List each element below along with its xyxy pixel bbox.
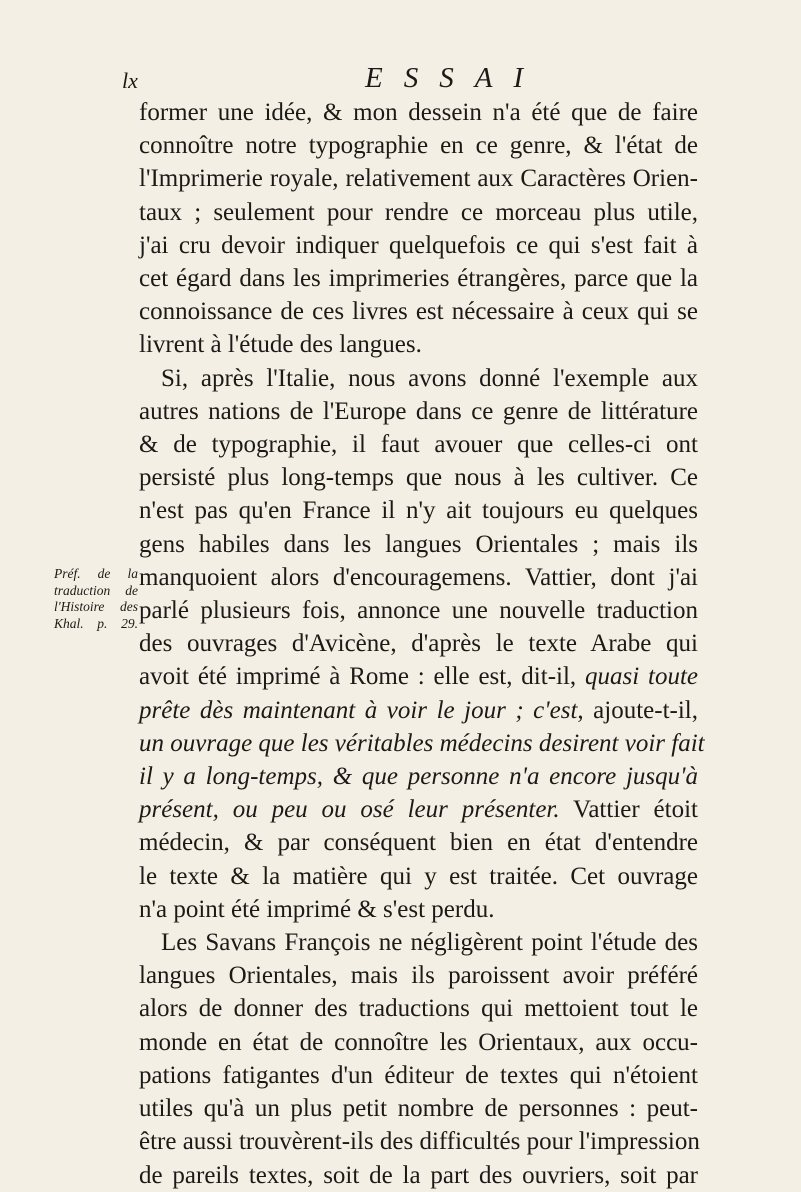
text-line: gens habiles dans les langues Orientales ; mais ils [139, 530, 698, 558]
page-number: lx [122, 68, 138, 93]
roman-segment: , ajoute-t-il, [577, 696, 698, 724]
text-line: & de typographie, il faut avouer que celles-ci ont [139, 431, 698, 459]
running-title: ESSAI [365, 62, 545, 94]
italic-segment: présent, ou peu ou osé leur présenter. [139, 796, 560, 824]
text-line: n'est pas qu'en France il n'y ait toujours eu quelques [139, 497, 698, 525]
text-line: persisté plus long-temps que nous à les cultiver. Ce [139, 464, 698, 492]
text-line: connoissance de ces livres est nécessaire à ceux qui se [139, 298, 698, 326]
text-line: Si, après l'Italie, nous avons donné l'exemple aux [161, 364, 698, 392]
text-line: médecin, & par conséquent bien en état d'entendre [139, 829, 698, 857]
text-line [139, 660, 698, 693]
text-line: un ouvrage que les véritables médecins desirent voir fait [139, 729, 705, 757]
margin-note-line: l'Histoire des [54, 599, 138, 615]
body-text [139, 96, 705, 1192]
text-line [139, 793, 698, 826]
text-line: n'a point été imprimé & s'est perdu. [139, 895, 495, 923]
text-line: livrent à l'étude des langues. [139, 331, 422, 359]
roman-segment: Vattier étoit [559, 796, 698, 824]
text-line: de pareils textes, soit de la part des ouvriers, soit par [139, 1161, 698, 1189]
italic-segment: quasi toute [585, 663, 698, 691]
text-line: j'ai cru devoir indiquer quelquefois ce qui s'est fait à [139, 231, 698, 259]
text-line: pations fatigantes d'un éditeur de textes qui n'étoient [139, 1061, 698, 1089]
margin-note-line: Préf. de la [54, 566, 138, 581]
text-line: le texte & la matière qui y est traitée. Cet ouvrage [139, 862, 698, 890]
text-line: des ouvrages d'Avicène, d'après le texte Arabe qui [139, 630, 698, 658]
text-line: former une idée, & mon dessein n'a été que de faire [139, 99, 698, 126]
margin-note-line: traduction de [54, 582, 138, 598]
text-line: autres nations de l'Europe dans ce genre de littérature [139, 397, 698, 425]
text-line: il y a long-temps, & que personne n'a encore jusqu'à [139, 763, 698, 791]
text-line: l'Imprimerie royale, relativement aux Caractères Orien- [139, 165, 698, 193]
text-line: alors de donner des traductions qui mettoient tout le [139, 995, 698, 1023]
text-line: langues Orientales, mais ils paroissent avoir préféré [139, 962, 698, 990]
margin-note [54, 566, 138, 632]
text-line: parlé plusieurs fois, annonce une nouvelle traduction [139, 597, 698, 625]
margin-note-line: Khal. p. 29. [54, 615, 138, 631]
italic-segment: prête dès maintenant à voir le jour ; c'est [139, 696, 578, 724]
text-line: être aussi trouvèrent-ils des difficultés pour l'impression [139, 1128, 700, 1156]
text-line: monde en état de connoître les Orientaux, aux occu- [139, 1028, 698, 1056]
text-line: Les Savans François ne négligèrent point l'étude des [161, 929, 698, 957]
roman-segment: avoit été imprimé à Rome : elle est, dit-il, [139, 663, 585, 691]
text-line: utiles qu'à un plus petit nombre de personnes : peut- [139, 1095, 698, 1123]
text-line: cet égard dans les imprimeries étrangères, parce que la [139, 265, 698, 293]
text-line: connoître notre typographie en ce genre, & l'état de [139, 132, 698, 160]
text-line: manquoient alors d'encouragemens. Vattier, dont j'ai [139, 563, 698, 591]
text-line [139, 694, 698, 727]
text-line: taux ; seulement pour rendre ce morceau plus utile, [139, 198, 698, 226]
